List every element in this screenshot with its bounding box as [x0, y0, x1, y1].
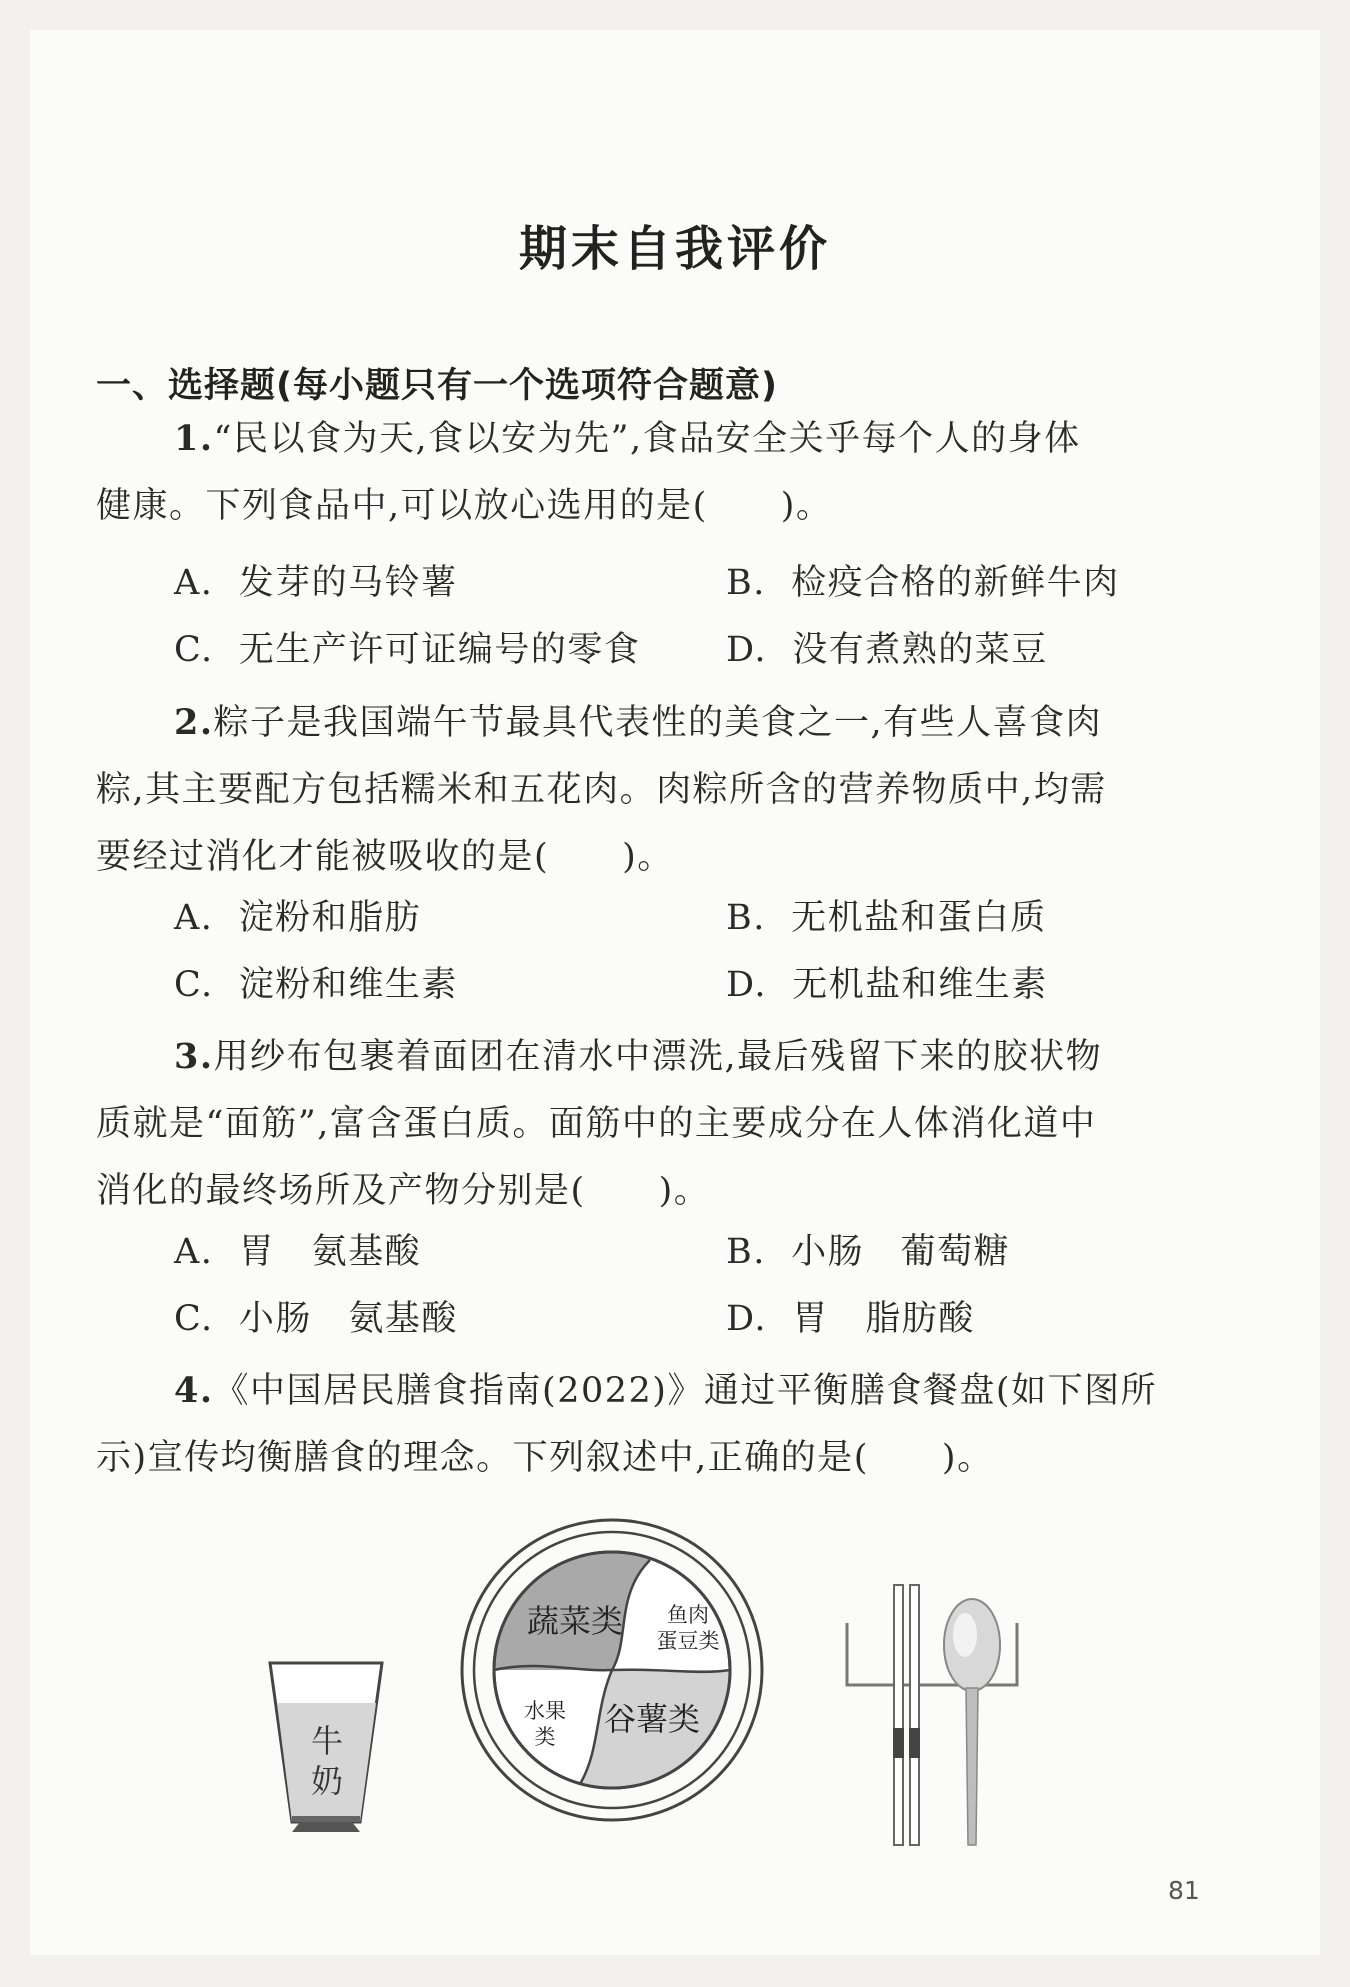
question-number: 2.	[174, 702, 214, 743]
option-c: C. 淀粉和维生素	[174, 965, 458, 1005]
page-number: 81	[1168, 1876, 1200, 1905]
question-text: 要经过消化才能被吸收的是( )。	[96, 837, 674, 877]
meat-label: 鱼肉	[667, 1603, 709, 1627]
question-text: 质就是“面筋”,富含蛋白质。面筋中的主要成分在人体消化道中	[96, 1104, 1097, 1144]
milk-label: 奶	[310, 1762, 344, 1800]
option-b: B. 小肠 葡萄糖	[726, 1232, 1011, 1272]
question-number: 4.	[174, 1370, 214, 1411]
question-text: 用纱布包裹着面团在清水中漂洗,最后残留下来的胶状物	[213, 1037, 1103, 1077]
question-text: 粽子是我国端午节最具代表性的美食之一,有些人喜食肉	[213, 703, 1103, 743]
section-heading: 一、选择题(每小题只有一个选项符合题意)	[96, 366, 778, 406]
question-4	[96, 1357, 1204, 1492]
diet-plate	[462, 1520, 762, 1820]
question-text: 粽,其主要配方包括糯米和五花肉。肉粽所含的营养物质中,均需	[96, 770, 1107, 810]
chopsticks-spoon	[847, 1585, 1017, 1845]
milk-cup	[270, 1663, 382, 1832]
option-d: D. 胃 脂肪酸	[726, 1299, 975, 1339]
page-title: 期末自我评价	[518, 221, 831, 277]
option-a: A. 胃 氨基酸	[174, 1232, 422, 1272]
fruit-label: 类	[534, 1725, 556, 1749]
question-text: “民以食为天,食以安为先”,食品安全关乎每个人的身体	[213, 419, 1081, 459]
balanced-diet-figure	[0, 1500, 1350, 1860]
option-d: D. 没有煮熟的菜豆	[726, 630, 1048, 670]
question-number: 3.	[174, 1036, 214, 1077]
option-b: B. 检疫合格的新鲜牛肉	[726, 563, 1120, 603]
question-text: 示)宣传均衡膳食的理念。下列叙述中,正确的是( )。	[96, 1438, 994, 1478]
question-text: 《中国居民膳食指南(2022)》通过平衡膳食餐盘(如下图所	[213, 1371, 1158, 1411]
question-text: 健康。下列食品中,可以放心选用的是( )。	[96, 486, 833, 526]
option-b: B. 无机盐和蛋白质	[726, 898, 1047, 938]
fruit-label: 水果	[524, 1699, 566, 1723]
option-d: D. 无机盐和维生素	[726, 965, 1048, 1005]
milk-label: 牛	[310, 1722, 344, 1760]
option-c: C. 小肠 氨基酸	[174, 1299, 458, 1339]
meat-label: 蛋豆类	[656, 1629, 720, 1653]
option-c: C. 无生产许可证编号的零食	[174, 630, 641, 670]
question-2	[96, 689, 1204, 891]
question-3	[96, 1023, 1204, 1225]
question-text: 消化的最终场所及产物分别是( )。	[96, 1171, 711, 1211]
grains-label: 谷薯类	[603, 1700, 701, 1738]
option-a: A. 发芽的马铃薯	[174, 563, 458, 603]
option-a: A. 淀粉和脂肪	[174, 898, 422, 938]
vegetables-label: 蔬菜类	[526, 1602, 624, 1640]
question-number: 1.	[174, 418, 214, 459]
question-1	[96, 405, 1204, 540]
